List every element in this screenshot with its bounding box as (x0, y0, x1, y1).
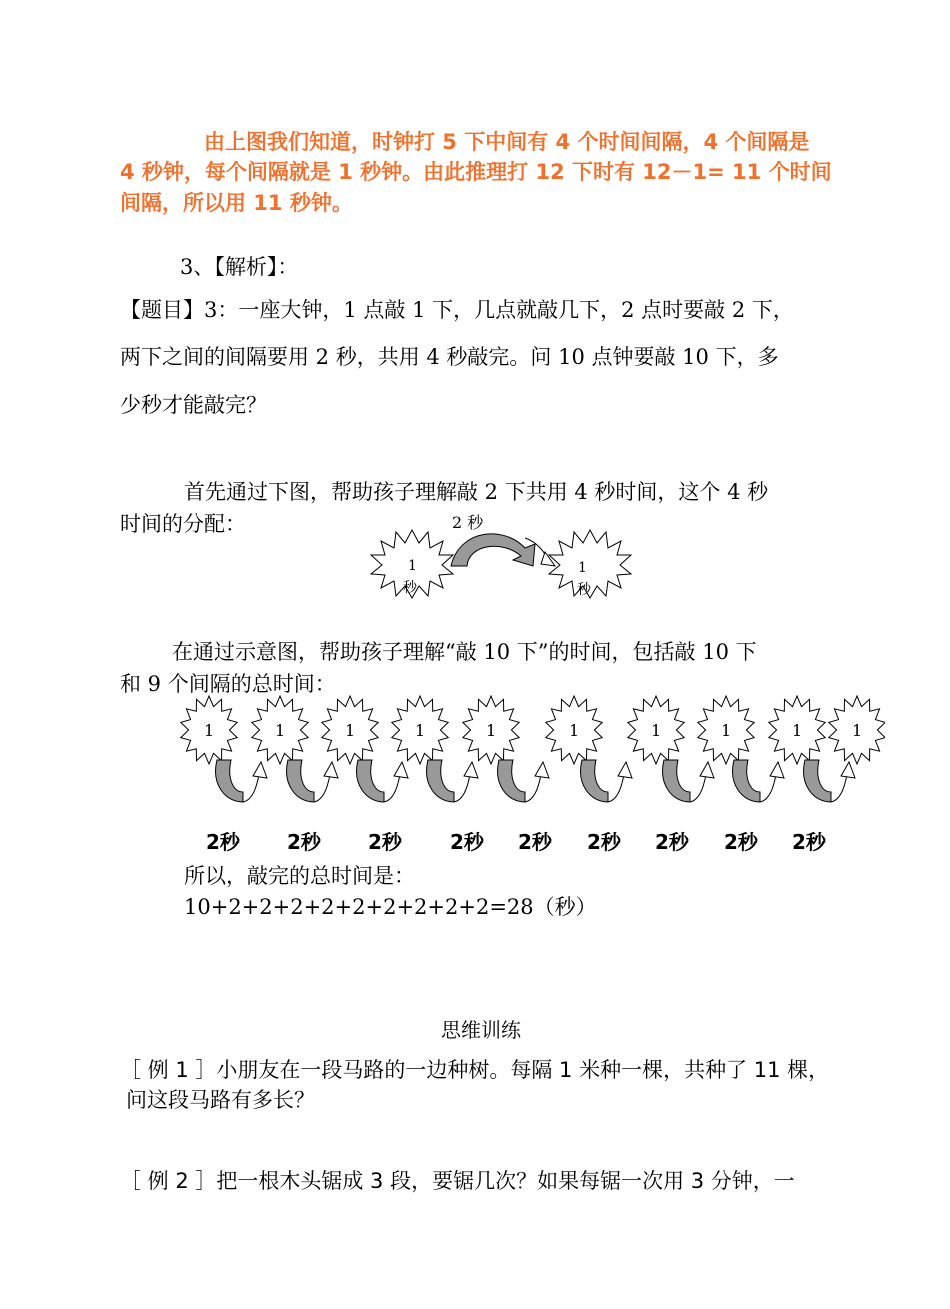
strike-star-label-4: 1 (415, 721, 426, 740)
interval-label-6: 2秒 (587, 830, 621, 854)
curved-arrow (451, 534, 535, 566)
ten-strikes-diagram (170, 690, 885, 820)
result-line-1: 所以，敲完的总时间是： (184, 864, 415, 888)
explain2-line-2: 和 9 个间隔的总时间： (120, 672, 336, 696)
strike-star-label-6: 1 (569, 721, 580, 740)
interval-arrow-2 (287, 760, 338, 802)
orange-line-3: 间隔，所以用 11 秒钟。 (120, 191, 353, 215)
question-line-2: 两下之间的间隔要用 2 秒，共用 4 秒敲完。问 10 点钟要敲 10 下，多 (120, 345, 779, 369)
strike-star-label-1: 1 (204, 721, 215, 740)
interval-arrow-1 (216, 760, 267, 802)
interval-label-3: 2秒 (368, 830, 402, 854)
example-2-line-1: ［ 例 2 ］把一根木头锯成 3 段，要锯几次？如果每锯一次用 3 分钟，一 (120, 1169, 795, 1193)
orange-line-2: 4 秒钟，每个间隔就是 1 秒钟。由此推理打 12 下时有 12－1= 11 个时间 (120, 160, 832, 184)
training-title: 思维训练 (441, 1018, 521, 1042)
interval-label-7: 2秒 (655, 830, 689, 854)
explain-line-1: 首先通过下图，帮助孩子理解敲 2 下共用 4 秒时间，这个 4 秒 (184, 480, 769, 504)
strike-star-label-10: 1 (852, 721, 863, 740)
question-line-1: 【题目】3：一座大钟，1 点敲 1 下，几点就敲几下，2 点时要敲 2 下， (120, 298, 794, 322)
two-strikes-diagram (365, 508, 640, 602)
explain2-line-1: 在通过示意图，帮助孩子理解“敲 10 下”的时间，包括敲 10 下 (172, 640, 757, 664)
interval-label-9: 2秒 (792, 830, 826, 854)
strike-star-label-9: 1 (792, 721, 803, 740)
interval-arrow-3 (357, 760, 408, 802)
strike-star-label-7: 1 (651, 721, 662, 740)
explain-line-2: 时间的分配： (120, 512, 246, 536)
strike-star-label-5: 1 (486, 721, 497, 740)
interval-arrow-4 (427, 760, 478, 802)
star-left-label-2: 秒 (403, 580, 417, 596)
section-heading: 3、【解析】： (180, 255, 299, 279)
interval-arrow-8 (733, 760, 784, 802)
example-1-line-1: ［ 例 1 ］小朋友在一段马路的一边种树。每隔 1 米种一棵，共种了 11 棵， (120, 1058, 830, 1082)
interval-label-8: 2秒 (724, 830, 758, 854)
interval-label-2: 2秒 (287, 830, 321, 854)
interval-label: 2 秒 (452, 513, 484, 532)
star-left-label-1: 1 (408, 558, 417, 574)
star-right-label-2: 秒 (577, 582, 591, 598)
interval-arrow-7 (663, 760, 714, 802)
interval-label-4: 2秒 (450, 830, 484, 854)
interval-label-5: 2秒 (518, 830, 552, 854)
interval-labels-row (0, 826, 950, 856)
interval-arrow-5 (498, 760, 549, 802)
result-line-2: 10+2+2+2+2+2+2+2+2+2=28（秒） (184, 895, 597, 919)
strike-star-label-8: 1 (721, 721, 732, 740)
interval-arrow-9 (804, 760, 855, 802)
interval-label-1: 2秒 (206, 830, 240, 854)
question-line-3: 少秒才能敲完？ (120, 393, 267, 417)
star-right-label-1: 1 (578, 560, 587, 576)
strike-star-label-3: 1 (345, 721, 356, 740)
orange-line-1: 由上图我们知道，时钟打 5 下中间有 4 个时间间隔，4 个间隔是 (204, 130, 810, 154)
example-1-line-2: 问这段马路有多长？ (126, 1088, 315, 1112)
strike-star-label-2: 1 (275, 721, 286, 740)
interval-arrow-6 (581, 760, 632, 802)
